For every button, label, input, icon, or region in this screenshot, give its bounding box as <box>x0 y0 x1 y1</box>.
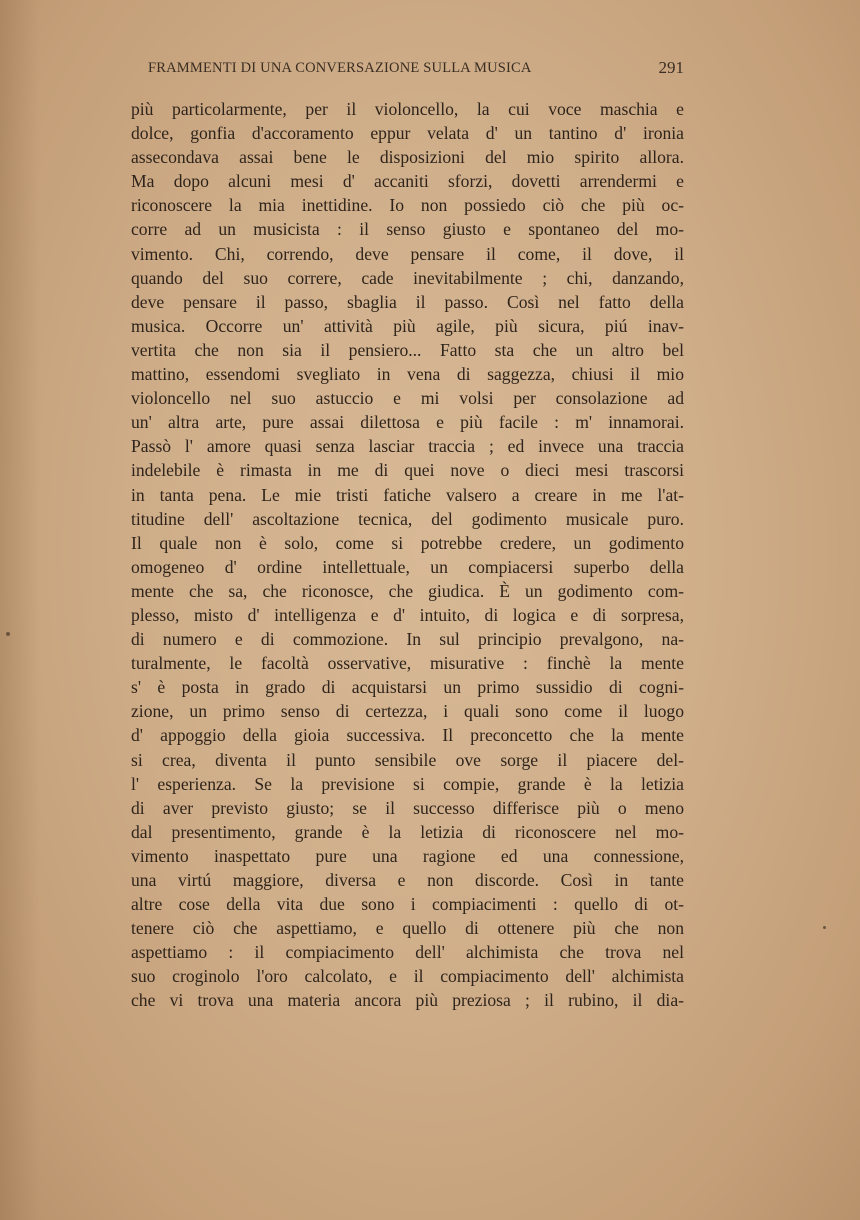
text-line: aspettiamo : il compiacimento dell' alchimista che trova nel <box>131 942 684 963</box>
running-header <box>148 58 684 82</box>
text-line: dal presentimento, grande è la letizia di riconoscere nel mo- <box>131 821 684 842</box>
text-line: che vi trova una materia ancora più preziosa ; il rubino, il dia- <box>131 990 684 1011</box>
text-line: titudine dell' ascoltazione tecnica, del godimento musicale puro. <box>131 508 684 529</box>
text-line: in tanta pena. Le mie tristi fatiche valsero a creare in me l'at- <box>131 484 684 505</box>
text-line: musica. Occorre un' attività più agile, più sicura, piú inav- <box>131 315 684 336</box>
text-line: turalmente, le facoltà osservative, misurative : finchè la mente <box>131 653 684 674</box>
text-line: zione, un primo senso di certezza, i quali sono come il luogo <box>131 701 684 722</box>
text-line: mattino, essendomi svegliato in vena di saggezza, chiusi il mio <box>131 364 684 385</box>
text-line: di numero e di commozione. In sul principio prevalgono, na- <box>131 629 684 650</box>
text-line: vimento. Chi, correndo, deve pensare il come, il dove, il <box>131 243 684 264</box>
text-line: Ma dopo alcuni mesi d' accaniti sforzi, dovetti arrendermi e <box>131 171 684 192</box>
text-line: l' esperienza. Se la previsione si compie, grande è la letizia <box>131 773 684 794</box>
text-line: quando del suo correre, cade inevitabilmente ; chi, danzando, <box>131 267 684 288</box>
text-line: altre cose della vita due sono i compiacimenti : quello di ot- <box>131 894 684 915</box>
text-line: violoncello nel suo astuccio e mi volsi per consolazione ad <box>131 388 684 409</box>
paper-speck <box>823 926 826 929</box>
text-line: mente che sa, che riconosce, che giudica. È un godimento com- <box>131 580 684 601</box>
text-line: Il quale non è solo, come si potrebbe credere, un godimento <box>131 532 684 553</box>
text-line: una virtú maggiore, diversa e non discorde. Così in tante <box>131 870 684 890</box>
page-number: 291 <box>658 58 684 77</box>
text-line: corre ad un musicista : il senso giusto e spontaneo del mo- <box>131 219 684 240</box>
text-line: si crea, diventa il punto sensibile ove sorge il piacere del- <box>131 749 684 770</box>
text-line: dolce, gonfia d'accoramento eppur velata d' un tantino d' ironia <box>131 123 684 144</box>
text-line: vimento inaspettato pure una ragione ed una connessione, <box>131 845 684 866</box>
text-line: indelebile è rimasta in me di quei nove o dieci mesi trascorsi <box>131 460 684 481</box>
text-line: plesso, misto d' intelligenza e d' intuito, di logica e di sorpresa, <box>131 604 684 625</box>
text-line: s' è posta in grado di acquistarsi un primo sussidio di cogni- <box>131 677 684 698</box>
body-text <box>131 97 684 1013</box>
text-line: assecondava assai bene le disposizioni del mio spirito allora. <box>131 147 684 168</box>
text-line: di aver previsto giusto; se il successo differisce più o meno <box>131 797 684 818</box>
text-line: suo croginolo l'oro calcolato, e il compiacimento dell' alchimista <box>131 966 684 987</box>
text-line: tenere ciò che aspettiamo, e quello di ottenere più che non <box>131 918 684 939</box>
text-line: vertita che non sia il pensiero... Fatto sta che un altro bel <box>131 339 684 360</box>
paper-speck <box>6 632 10 636</box>
page-edge-shadow <box>0 0 40 1220</box>
text-line: riconoscere la mia inettidine. Io non possiedo ciò che più oc- <box>131 195 684 216</box>
running-title: FRAMMENTI DI UNA CONVERSAZIONE SULLA MUSICA <box>148 60 532 76</box>
text-line: più particolarmente, per il violoncello, la cui voce maschia e <box>131 99 684 119</box>
text-line: Passò l' amore quasi senza lasciar traccia ; ed invece una traccia <box>131 436 684 457</box>
text-line: deve pensare il passo, sbaglia il passo. Così nel fatto della <box>131 291 684 312</box>
text-line: un' altra arte, pure assai dilettosa e più facile : m' innamorai. <box>131 412 684 433</box>
text-line: d' appoggio della gioia successiva. Il preconcetto che la mente <box>131 725 684 746</box>
text-line: omogeneo d' ordine intellettuale, un compiacersi superbo della <box>131 556 684 577</box>
